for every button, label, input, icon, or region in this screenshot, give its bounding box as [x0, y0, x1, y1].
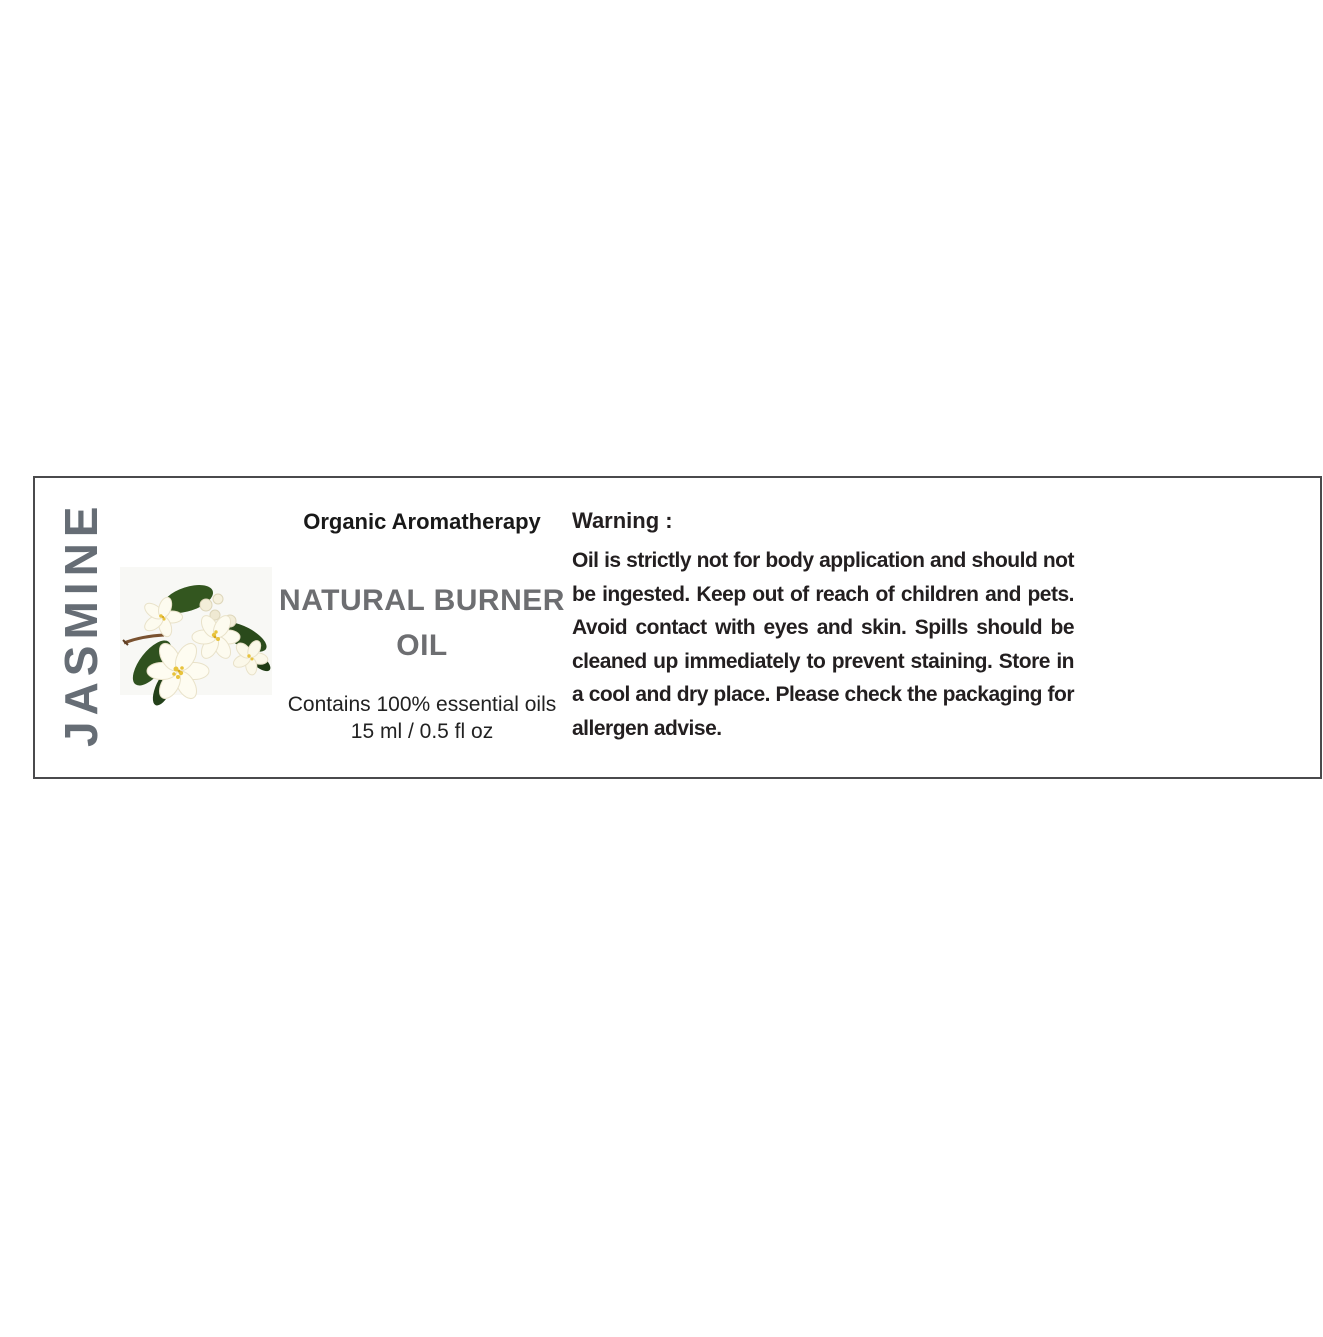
contains-text: Contains 100% essential oils — [287, 693, 557, 716]
header-text: Organic Aromatherapy — [303, 509, 541, 534]
product-label — [33, 476, 1322, 779]
jasmine-flowers-illustration — [118, 565, 272, 725]
scent-name-vertical: JASMINE — [55, 500, 107, 747]
jasmine-flowers-image — [118, 565, 272, 725]
contents-block — [270, 691, 574, 745]
volume-text: 15 ml / 0.5 fl oz — [350, 720, 494, 743]
warning-body: Oil is strictly not for body application and should not be ingested. Keep out of reach of children and pets. Avoid contact with eyes and skin. Spills should be cleaned up immediately to prevent staining. Store in a cool and dry place. Please check the packaging for allergen advise. — [572, 549, 1074, 740]
product-name: NATURAL BURNER OIL — [279, 584, 565, 662]
warning-title: Warning : — [572, 508, 673, 533]
